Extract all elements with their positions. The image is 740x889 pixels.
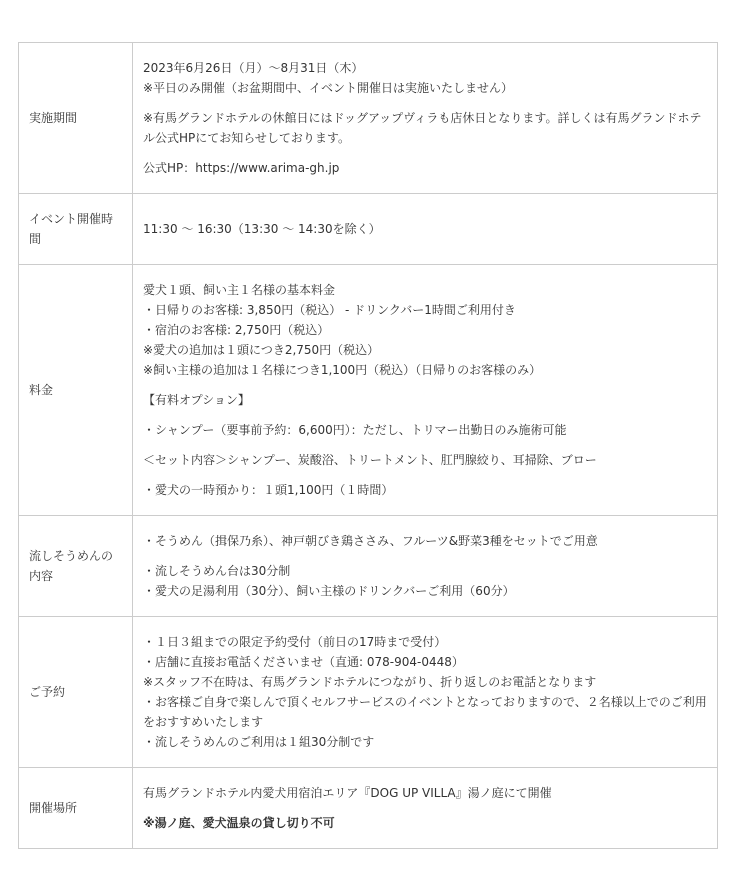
content-line: ・店舗に直接お電話くださいませ（直通: 078-904-0448）	[143, 655, 464, 669]
content-line: ・１日３組までの限定予約受付（前日の17時まで受付）	[143, 635, 447, 649]
row-content	[133, 43, 718, 194]
content-line: ※平日のみ開催（お盆期間中、イベント開催日は実施いたしません）	[143, 81, 514, 95]
row-content	[133, 768, 718, 849]
row-content	[133, 265, 718, 516]
content-line: 公式HP：https://www.arima-gh.jp	[143, 161, 340, 175]
row-label: 流しそうめんの内容	[19, 516, 133, 617]
content-line: ・宿泊のお客様: 2,750円（税込）	[143, 323, 330, 337]
content-line: 有馬グランドホテル内愛犬用宿泊エリア『DOG UP VILLA』湯ノ庭にて開催	[143, 786, 552, 800]
content-line: ※飼い主様の追加は１名様につき1,100円（税込）（日帰りのお客様のみ）	[143, 363, 542, 377]
content-line: 【有料オプション】	[143, 393, 250, 407]
content-line-bold-notice: ※湯ノ庭、愛犬温泉の貸し切り不可	[143, 816, 335, 830]
content-line: 愛犬１頭、飼い主１名様の基本料金	[143, 283, 336, 297]
content-line: ※愛犬の追加は１頭につき2,750円（税込）	[143, 343, 380, 357]
content-line: ・お客様ご自身で楽しんで頂くセルフサービスのイベントとなっておりますので、２名様以上でのご利用をおすすめいたします	[143, 695, 707, 729]
row-content	[133, 617, 718, 768]
info-table-container	[18, 42, 718, 849]
row-label: 料金	[19, 265, 133, 516]
content-line: ※スタッフ不在時は、有馬グランドホテルにつながり、折り返しのお電話となります	[143, 675, 597, 689]
row-label: イベント開催時間	[19, 194, 133, 265]
row-label: 開催場所	[19, 768, 133, 849]
row-somen	[19, 516, 718, 617]
content-line: ・そうめん（揖保乃糸）、神戸朝びき鶏ささみ、フルーツ&野菜3種をセットでご用意	[143, 534, 598, 548]
content-line: ※有馬グランドホテルの休館日にはドッグアップヴィラも店休日となります。詳しくは有馬グランドホテル公式HPにてお知らせしております。	[143, 111, 702, 145]
content-line: 11:30 〜 16:30（13:30 〜 14:30を除く）	[143, 222, 381, 236]
row-label: ご予約	[19, 617, 133, 768]
content-line: ・愛犬の足湯利用（30分）、飼い主様のドリンクバーご利用（60分）	[143, 584, 515, 598]
content-line: ・流しそうめんのご利用は１組30分制です	[143, 735, 375, 749]
row-price	[19, 265, 718, 516]
row-reservation	[19, 617, 718, 768]
content-line: ・流しそうめん台は30分制	[143, 564, 291, 578]
event-info-table-body	[19, 43, 718, 849]
row-content	[133, 194, 718, 265]
event-info-table	[18, 42, 718, 849]
content-line: ＜セット内容＞シャンプー、炭酸浴、トリートメント、肛門腺絞り、耳掃除、ブロー	[143, 453, 597, 467]
row-content	[133, 516, 718, 617]
row-label: 実施期間	[19, 43, 133, 194]
row-period	[19, 43, 718, 194]
content-line: ・シャンプー（要事前予約：6,600円）：ただし、トリマー出勤日のみ施術可能	[143, 423, 567, 437]
content-line: ・愛犬の一時預かり：１頭1,100円（１時間）	[143, 483, 394, 497]
row-venue	[19, 768, 718, 849]
content-line: 2023年6月26日（月）〜8月31日（木）	[143, 61, 364, 75]
row-hours	[19, 194, 718, 265]
content-line: ・日帰りのお客様: 3,850円（税込） - ドリンクバー1時間ご利用付き	[143, 303, 516, 317]
